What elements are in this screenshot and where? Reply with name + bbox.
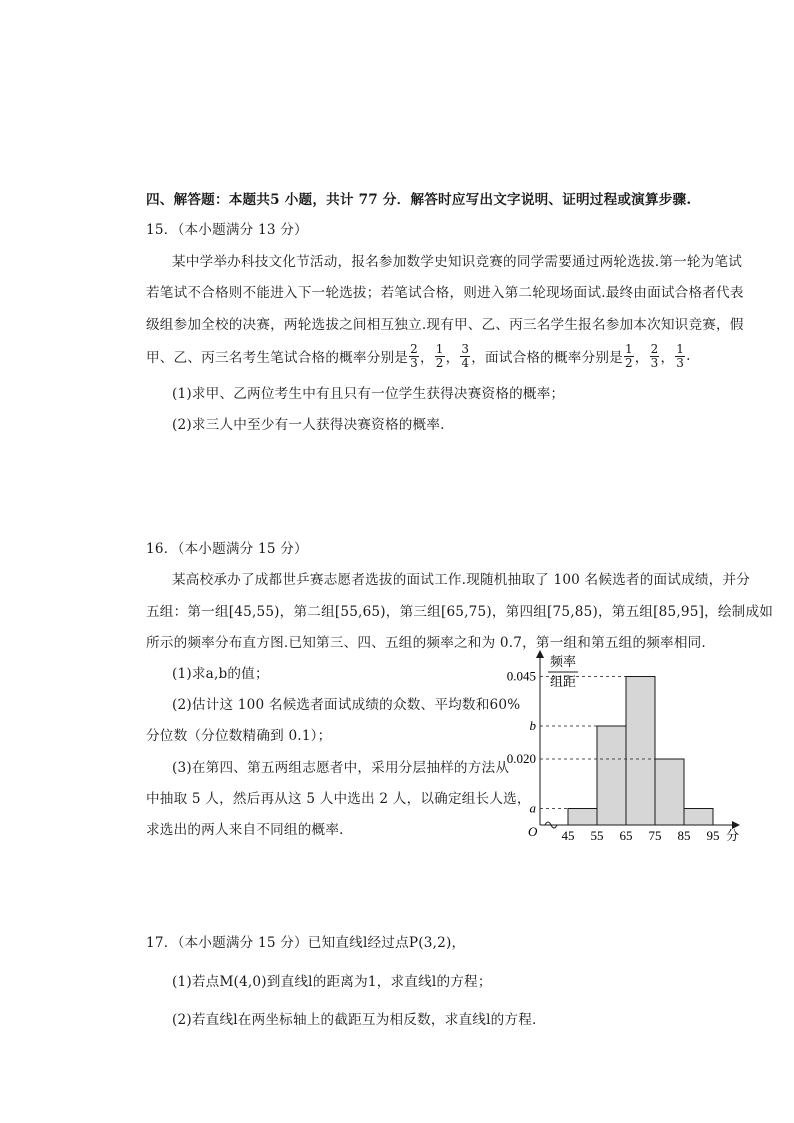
separator: ， bbox=[660, 350, 675, 366]
q16-part-3-line-2: 中抽取 5 人，然后再从这 5 人中选出 2 人，以确定组长人选， bbox=[146, 791, 531, 807]
fraction-numerator: 2 bbox=[650, 341, 659, 356]
q15-header: 15．（本小题满分 13 分） bbox=[146, 222, 308, 238]
fraction-numerator: 1 bbox=[676, 341, 685, 356]
origin-label: O bbox=[528, 824, 538, 839]
q16-part-1: (1)求a,b的值； bbox=[172, 666, 269, 682]
q16-paragraph-line-1: 某高校承办了成都世乒赛志愿者选拔的面试工作.现随机抽取了 100 名候选者的面试成绩，并分 bbox=[172, 572, 751, 588]
section-title: 四、解答题：本题共5 小题，共计 77 分．解答时应写出文字说明、证明过程或演算步骤. bbox=[146, 192, 692, 208]
q16-part-3-line-1: (3)在第四、第五两组志愿者中，采用分层抽样的方法从 bbox=[172, 760, 510, 776]
fraction bbox=[675, 343, 685, 370]
fraction-numerator: 1 bbox=[624, 341, 633, 356]
fraction-denominator: 4 bbox=[461, 355, 470, 370]
q17-header: 17．（本小题满分 15 分）已知直线l经过点P(3,2)， bbox=[146, 935, 466, 951]
histogram-bar bbox=[597, 726, 626, 825]
q16-part-2-line-1: (2)估计这 100 名候选者面试成绩的众数、平均数和60% bbox=[172, 697, 521, 713]
x-tick-label: 65 bbox=[619, 828, 633, 843]
histogram-bar bbox=[684, 809, 713, 826]
q15-part-2: (2)求三人中至少有一人获得决赛资格的概率. bbox=[172, 417, 445, 433]
q15-paragraph-line-1: 某中学举办科技文化节活动，报名参加数学史知识竞赛的同学需要通过两轮选拔.第一轮为笔试 bbox=[172, 254, 743, 270]
frequency-histogram bbox=[500, 650, 750, 850]
fraction-numerator: 2 bbox=[410, 341, 418, 356]
x-axis-label: 分 bbox=[726, 828, 740, 843]
q15-paragraph-line-3: 级组参加全校的决赛，两轮选拔之间相互独立.现有甲、乙、丙三名学生报名参加本次知识竞赛，假 bbox=[146, 317, 744, 333]
separator: ， bbox=[419, 350, 434, 366]
q15-interview-prob-text: ，面试合格的概率分别是 bbox=[471, 350, 623, 366]
q17-part-1: (1)若点M(4,0)到直线l的距离为1，求直线l的方程； bbox=[172, 974, 492, 990]
q16-header: 16．（本小题满分 15 分） bbox=[146, 541, 308, 557]
y-tick-label: 0.045 bbox=[506, 668, 536, 684]
separator: ， bbox=[445, 350, 460, 366]
fraction-denominator: 2 bbox=[435, 355, 444, 370]
q15-written-prob-text: 甲、乙、丙三名考生笔试合格的概率分别是 bbox=[146, 350, 409, 366]
period: . bbox=[686, 348, 691, 364]
histogram-bar bbox=[655, 759, 684, 825]
y-tick-label: b bbox=[529, 718, 536, 733]
x-tick-label: 55 bbox=[590, 828, 604, 843]
fraction bbox=[624, 343, 634, 370]
x-tick-label: 45 bbox=[561, 828, 575, 843]
x-tick-label: 85 bbox=[677, 828, 691, 843]
q15-part-1: (1)求甲、乙两位考生中有且只有一位学生获得决赛资格的概率； bbox=[172, 386, 565, 402]
q16-paragraph-line-3: 所示的频率分布直方图.已知第三、四、五组的频率之和为 0.7，第一组和第五组的频率相同. bbox=[146, 635, 706, 651]
q15-paragraph-line-2: 若笔试不合格则不能进入下一轮选拔；若笔试合格，则进入第二轮现场面试.最终由面试合格者代表 bbox=[146, 285, 744, 301]
q16-part-2-line-2: 分位数（分位数精确到 0.1）； bbox=[146, 728, 332, 744]
fraction-denominator: 3 bbox=[650, 355, 659, 370]
separator: ， bbox=[634, 350, 649, 366]
fraction-denominator: 2 bbox=[624, 355, 633, 370]
q16-paragraph-line-2: 五组：第一组[45,55)，第二组[55,65)，第三组[65,75)，第四组[75,85)，第五组[85,95]，绘制成如 bbox=[146, 604, 774, 620]
y-tick-label: a bbox=[529, 800, 536, 816]
fraction-numerator: 1 bbox=[435, 341, 444, 356]
fraction-denominator: 3 bbox=[410, 355, 418, 370]
x-tick-label: 75 bbox=[648, 828, 662, 843]
q16-part-3-line-3: 求选出的两人来自不同组的概率. bbox=[146, 822, 344, 838]
fraction bbox=[650, 343, 660, 370]
x-tick-label: 95 bbox=[706, 828, 720, 843]
q17-part-2: (2)若直线l在两坐标轴上的截距互为相反数，求直线l的方程. bbox=[172, 1012, 537, 1028]
fraction bbox=[460, 343, 470, 370]
y-tick-label: 0.020 bbox=[506, 751, 536, 766]
fraction bbox=[435, 343, 445, 370]
fraction bbox=[409, 343, 419, 370]
q15-paragraph-line-4 bbox=[146, 336, 691, 376]
histogram-bar bbox=[626, 677, 655, 826]
histogram-bar bbox=[568, 809, 597, 826]
y-label-top: 频率 bbox=[550, 654, 577, 669]
fraction-numerator: 3 bbox=[461, 341, 470, 356]
y-label-bottom: 组距 bbox=[550, 674, 577, 689]
fraction-denominator: 3 bbox=[676, 355, 685, 370]
